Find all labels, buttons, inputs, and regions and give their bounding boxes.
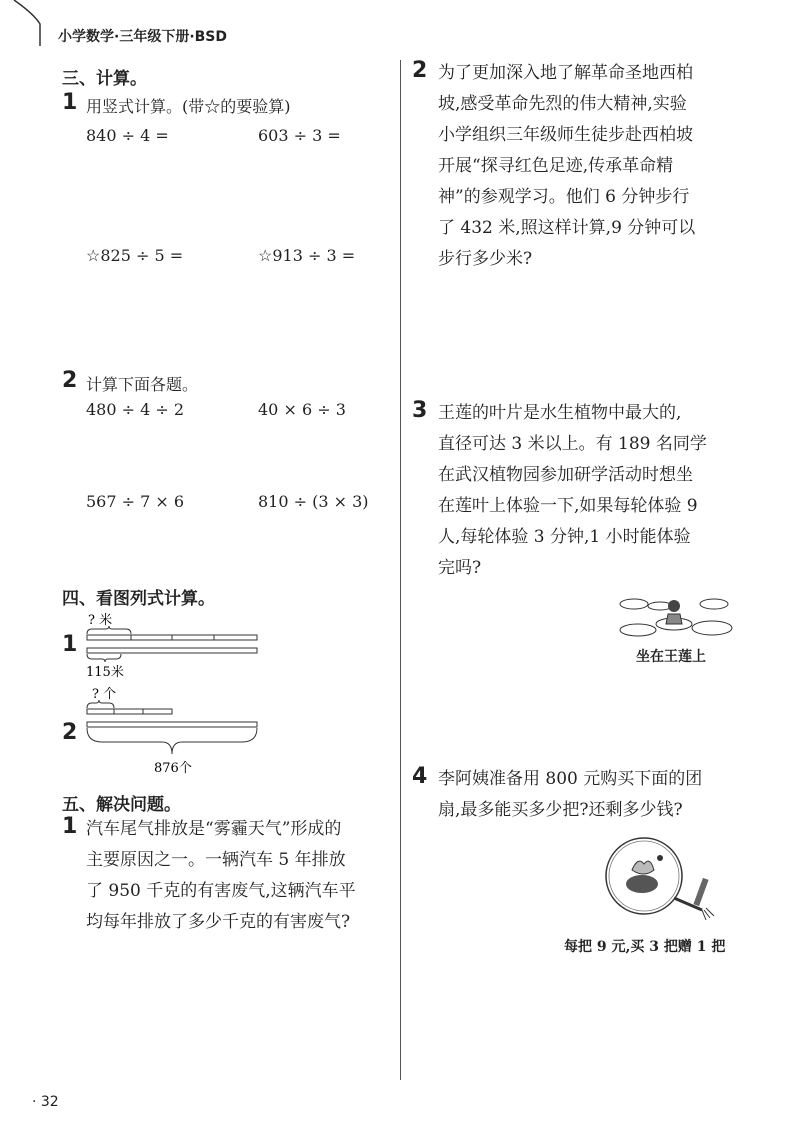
- line-diagram-1: [84, 610, 264, 680]
- q1-expr-d: ☆913 ÷ 3 =: [258, 246, 356, 265]
- d1-bottom-label: 115米: [86, 665, 124, 680]
- p1-line: 均每年排放了多少千克的有害废气?: [86, 912, 351, 932]
- problem-3-text: [438, 398, 748, 584]
- p3-line: 直径可达 3 米以上。有 189 名同学: [438, 434, 707, 454]
- p1-number: 1: [62, 814, 78, 839]
- p4-line: 扇,最多能买多少把?还剩多少钱?: [438, 800, 683, 820]
- section5-title: 五、解决问题。: [62, 795, 181, 815]
- p2-line: 开展“探寻红色足迹,传承革命精: [438, 156, 674, 176]
- p3-number: 3: [412, 398, 428, 423]
- q1-expr-c: ☆825 ÷ 5 =: [86, 246, 184, 265]
- problem-2-text: [438, 58, 748, 275]
- p2-number: 2: [412, 58, 428, 83]
- q2-expr-d: 810 ÷ (3 × 3): [258, 492, 369, 511]
- p4-caption: 每把 9 元,买 3 把赠 1 把: [564, 939, 726, 955]
- page-number: · 32: [32, 1094, 59, 1110]
- section4-title: 四、看图列式计算。: [62, 589, 215, 609]
- q1-instruction: 用竖式计算。(带☆的要验算): [86, 97, 291, 116]
- p3-line: 完吗?: [438, 558, 482, 578]
- p2-line: 小学组织三年级师生徒步赴西柏坡: [438, 125, 693, 145]
- d2-number: 2: [62, 720, 78, 745]
- p2-line: 了 432 米,照这样计算,9 分钟可以: [438, 218, 696, 238]
- p4-line: 李阿姨准备用 800 元购买下面的团: [438, 769, 703, 789]
- p3-line: 在莲叶上体验一下,如果每轮体验 9: [438, 496, 698, 516]
- p3-caption: 坐在王莲上: [636, 649, 706, 665]
- p2-line: 神”的参观学习。他们 6 分钟步行: [438, 187, 690, 207]
- d1-top-label: ? 米: [88, 613, 113, 628]
- q1-number: 1: [62, 90, 78, 115]
- round-fan-illustration: [602, 834, 720, 920]
- d2-bottom-label: 876个: [154, 761, 192, 776]
- p2-line: 坡,感受革命先烈的伟大精神,实验: [438, 94, 687, 114]
- problem-4-text: [438, 764, 748, 826]
- section3-title: 三、计算。: [62, 69, 147, 89]
- header-corner-line: [8, 0, 48, 46]
- q2-instruction: 计算下面各题。: [86, 375, 199, 394]
- p1-line: 汽车尾气排放是“雾霾天气”形成的: [86, 819, 342, 839]
- p2-line: 步行多少米?: [438, 249, 533, 269]
- q2-expr-b: 40 × 6 ÷ 3: [258, 400, 346, 419]
- column-divider: [400, 60, 401, 1080]
- p4-number: 4: [412, 764, 428, 789]
- d2-top-label: ? 个: [92, 687, 117, 702]
- problem-1-text: [86, 814, 391, 938]
- q2-number: 2: [62, 368, 78, 393]
- p1-line: 了 950 千克的有害废气,这辆汽车平: [86, 881, 356, 901]
- lotus-leaf-illustration: [614, 592, 744, 644]
- p3-line: 在武汉植物园参加研学活动时想坐: [438, 465, 693, 485]
- q2-expr-a: 480 ÷ 4 ÷ 2: [86, 400, 185, 419]
- header-title: 小学数学·三年级下册·BSD: [58, 29, 228, 45]
- q2-expr-c: 567 ÷ 7 × 6: [86, 492, 185, 511]
- p3-line: 王莲的叶片是水生植物中最大的,: [438, 403, 682, 423]
- d1-number: 1: [62, 632, 78, 657]
- line-diagram-2: [84, 684, 274, 780]
- p2-line: 为了更加深入地了解革命圣地西柏: [438, 63, 693, 83]
- p1-line: 主要原因之一。一辆汽车 5 年排放: [86, 850, 346, 870]
- q1-expr-a: 840 ÷ 4 =: [86, 126, 169, 145]
- p3-line: 人,每轮体验 3 分钟,1 小时能体验: [438, 527, 691, 547]
- q1-expr-b: 603 ÷ 3 =: [258, 126, 341, 145]
